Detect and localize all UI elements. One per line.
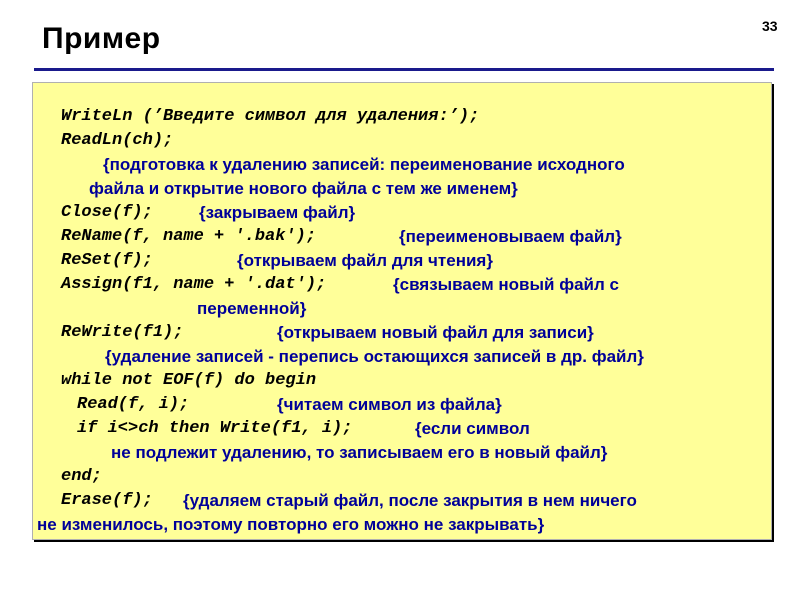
code-comment: не подлежит удалению, то записываем его в новый файл} <box>111 443 608 462</box>
title-divider <box>34 68 774 71</box>
code-line: WriteLn (’Введите символ для удаления:’); <box>61 107 480 126</box>
code-line: Read(f, i); <box>77 395 190 414</box>
code-line: end; <box>61 467 102 486</box>
code-comment: {подготовка к удалению записей: переименование исходного <box>103 155 625 174</box>
code-line: Assign(f1, name + '.dat'); <box>61 275 327 294</box>
code-comment: {удаление записей - перепись остающихся записей в др. файл} <box>105 347 644 366</box>
code-comment: {читаем символ из файла} <box>277 395 502 414</box>
code-line: if i<>ch then Write(f1, i); <box>77 419 353 438</box>
code-comment: {закрываем файл} <box>199 203 356 222</box>
code-line: Close(f); <box>61 203 153 222</box>
code-comment: {открываем новый файл для записи} <box>277 323 594 342</box>
page-number: 33 <box>762 18 778 34</box>
code-comment: не изменилось, поэтому повторно его можно не закрывать} <box>37 515 545 534</box>
code-comment: переменной} <box>197 299 307 318</box>
code-line: ReWrite(f1); <box>61 323 184 342</box>
code-comment: {открываем файл для чтения} <box>237 251 493 270</box>
code-comment: {переименовываем файл} <box>399 227 622 246</box>
code-comment: {если символ <box>415 419 530 438</box>
code-line: ReSet(f); <box>61 251 153 270</box>
code-comment: файла и открытие нового файла с тем же именем} <box>89 179 518 198</box>
code-line: ReadLn(ch); <box>61 131 174 150</box>
page-title: Пример <box>42 22 161 55</box>
code-line: Erase(f); <box>61 491 153 510</box>
code-listing <box>32 82 772 540</box>
code-line: while not EOF(f) do begin <box>61 371 317 390</box>
code-comment: {удаляем старый файл, после закрытия в нем ничего <box>183 491 637 510</box>
code-line: ReName(f, name + '.bak'); <box>61 227 317 246</box>
code-comment: {связываем новый файл с <box>393 275 619 294</box>
